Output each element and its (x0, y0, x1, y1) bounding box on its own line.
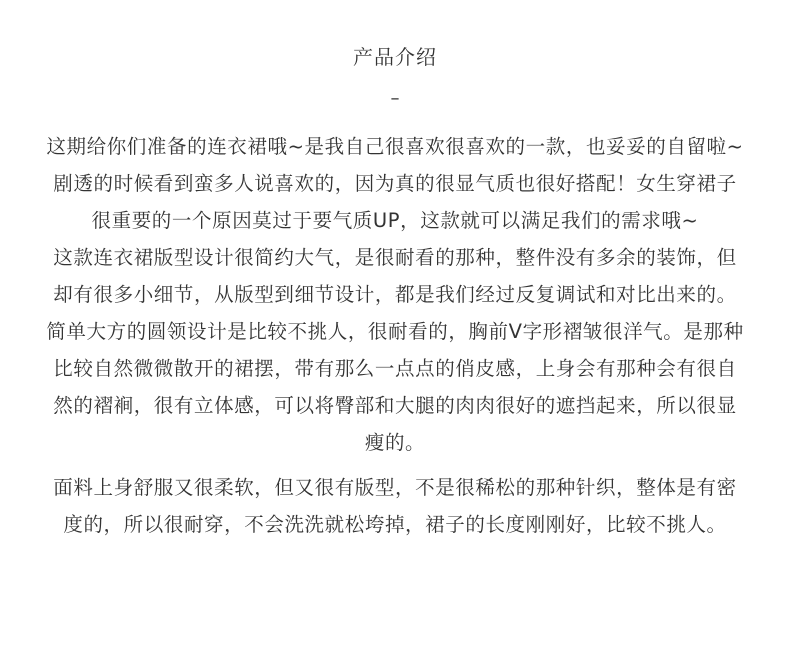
text-line: 这期给你们准备的连衣裙哦~是我自己很喜欢很喜欢的一款，也妥妥的自留啦~ (46, 135, 744, 158)
text-line: 剧透的时候看到蛮多人说喜欢的，因为真的很显气质也很好搭配！女生穿裙子 (53, 172, 737, 195)
text-line: 度的，所以很耐穿，不会洗洗就松垮掉，裙子的长度刚刚好，比较不挑人。 (63, 513, 727, 536)
text-line: 瘦的。 (364, 431, 426, 454)
text-line: 简单大方的圆领设计是比较不挑人，很耐看的，胸前V字形褶皱很洋气。是那种 (46, 320, 744, 343)
text-line: 却有很多小细节，从版型到细节设计，都是我们经过反复调试和对比出来的。 (53, 283, 737, 306)
text-line: 比较自然微微散开的裙摆，带有那么一点点的俏皮感，上身会有那种会有很自 (53, 357, 737, 380)
text-line: 面料上身舒服又很柔软，但又很有版型，不是很稀松的那种针织，整体是有密 (53, 476, 737, 499)
text-line: 然的褶裥，很有立体感，可以将臀部和大腿的肉肉很好的遮挡起来，所以很显 (53, 394, 737, 417)
text-line: 这款连衣裙版型设计很简约大气，是很耐看的那种，整件没有多余的装饰，但 (53, 246, 737, 269)
text-line: 很重要的一个原因莫过于要气质UP，这款就可以满足我们的需求哦~ (91, 209, 699, 232)
title-divider: – (390, 88, 400, 109)
intro-text (0, 128, 790, 543)
section-title: 产品介绍 (353, 45, 437, 69)
